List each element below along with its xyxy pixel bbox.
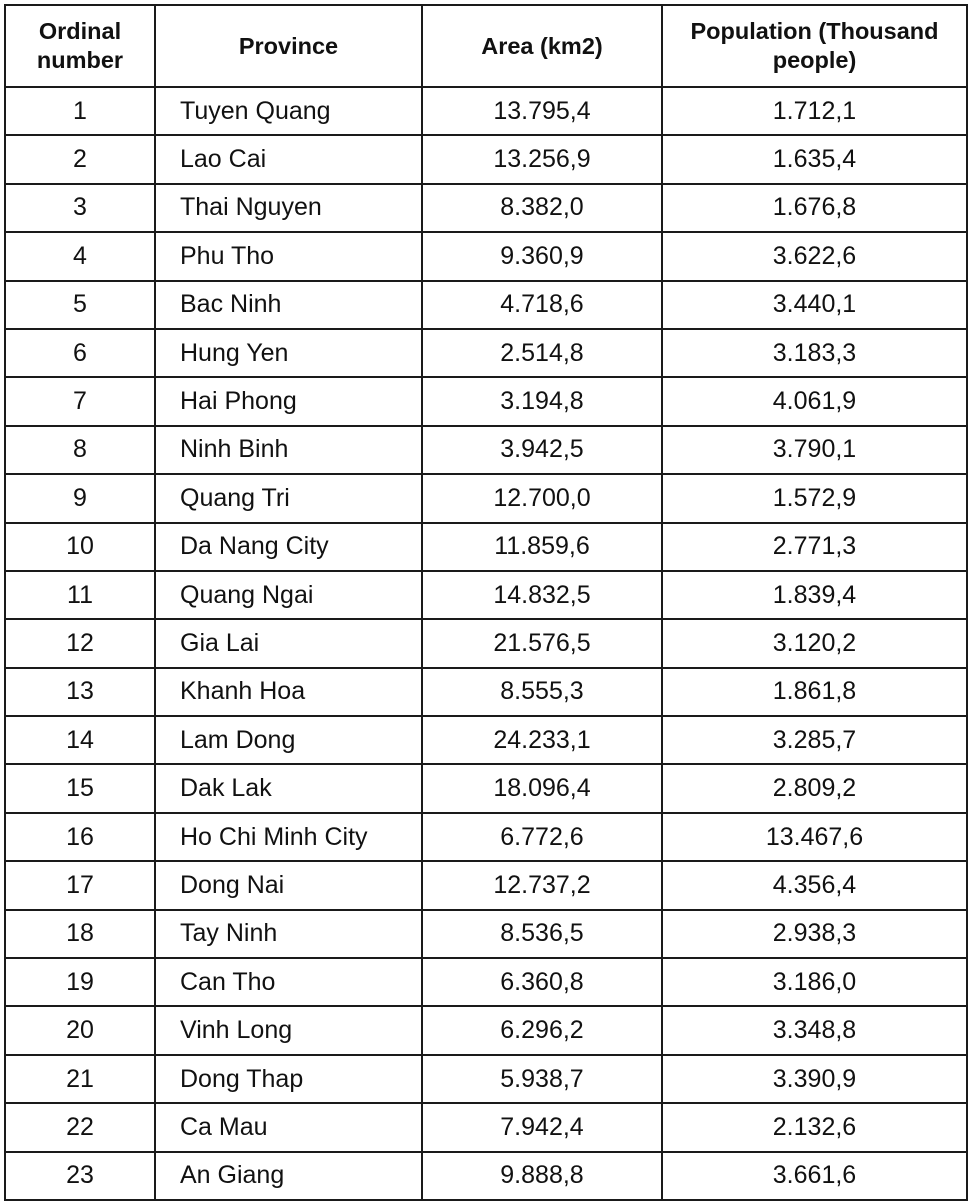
table-row (5, 1055, 967, 1103)
header-ordinal-line1: Ordinal (38, 18, 122, 44)
cell-province: Tay Ninh (155, 910, 422, 958)
cell-province: Da Nang City (155, 523, 422, 571)
cell-area: 12.700,0 (422, 474, 662, 522)
cell-population: 3.186,0 (662, 958, 967, 1006)
cell-population: 3.790,1 (662, 426, 967, 474)
cell-province: Dong Thap (155, 1055, 422, 1103)
cell-area: 12.737,2 (422, 861, 662, 909)
table-row (5, 232, 967, 280)
cell-area: 11.859,6 (422, 523, 662, 571)
cell-area: 3.942,5 (422, 426, 662, 474)
cell-population: 3.390,9 (662, 1055, 967, 1103)
header-ordinal-line2: number (36, 47, 124, 73)
cell-ordinal-number: 6 (5, 329, 155, 377)
table-row (5, 716, 967, 764)
cell-population: 1.712,1 (662, 87, 967, 135)
cell-province: Ca Mau (155, 1103, 422, 1151)
cell-ordinal-number: 15 (5, 764, 155, 812)
header-population-line1: Population (Thousand (690, 18, 939, 44)
header-ordinal-number (5, 5, 155, 87)
cell-province: Hung Yen (155, 329, 422, 377)
cell-population: 3.661,6 (662, 1152, 967, 1200)
cell-population: 3.120,2 (662, 619, 967, 667)
cell-ordinal-number: 3 (5, 184, 155, 232)
cell-population: 1.861,8 (662, 668, 967, 716)
cell-ordinal-number: 1 (5, 87, 155, 135)
cell-area: 2.514,8 (422, 329, 662, 377)
cell-ordinal-number: 12 (5, 619, 155, 667)
cell-population: 3.440,1 (662, 281, 967, 329)
table-row (5, 813, 967, 861)
cell-area: 18.096,4 (422, 764, 662, 812)
cell-area: 9.888,8 (422, 1152, 662, 1200)
cell-ordinal-number: 22 (5, 1103, 155, 1151)
cell-province: Khanh Hoa (155, 668, 422, 716)
cell-area: 4.718,6 (422, 281, 662, 329)
cell-population: 4.061,9 (662, 377, 967, 425)
cell-province: Ho Chi Minh City (155, 813, 422, 861)
cell-province: Tuyen Quang (155, 87, 422, 135)
cell-province: Vinh Long (155, 1006, 422, 1054)
table-row (5, 764, 967, 812)
header-row (5, 5, 967, 87)
cell-population: 2.809,2 (662, 764, 967, 812)
table-row (5, 474, 967, 522)
cell-population: 3.183,3 (662, 329, 967, 377)
cell-area: 6.360,8 (422, 958, 662, 1006)
cell-ordinal-number: 17 (5, 861, 155, 909)
cell-population: 3.348,8 (662, 1006, 967, 1054)
header-province (155, 5, 422, 87)
cell-population: 3.622,6 (662, 232, 967, 280)
cell-ordinal-number: 7 (5, 377, 155, 425)
cell-province: Hai Phong (155, 377, 422, 425)
cell-population: 2.938,3 (662, 910, 967, 958)
cell-province: Bac Ninh (155, 281, 422, 329)
cell-province: Quang Tri (155, 474, 422, 522)
cell-ordinal-number: 19 (5, 958, 155, 1006)
cell-area: 6.772,6 (422, 813, 662, 861)
cell-area: 8.382,0 (422, 184, 662, 232)
cell-population: 1.676,8 (662, 184, 967, 232)
cell-ordinal-number: 4 (5, 232, 155, 280)
table-row (5, 523, 967, 571)
cell-province: Dong Nai (155, 861, 422, 909)
cell-province: Thai Nguyen (155, 184, 422, 232)
header-population (662, 5, 967, 87)
cell-area: 3.194,8 (422, 377, 662, 425)
cell-province: Lao Cai (155, 135, 422, 183)
cell-province: Dak Lak (155, 764, 422, 812)
table-container (4, 4, 968, 1201)
cell-ordinal-number: 23 (5, 1152, 155, 1200)
cell-ordinal-number: 2 (5, 135, 155, 183)
cell-population: 4.356,4 (662, 861, 967, 909)
cell-population: 13.467,6 (662, 813, 967, 861)
cell-province: Ninh Binh (155, 426, 422, 474)
header-province-label: Province (238, 32, 339, 59)
cell-ordinal-number: 16 (5, 813, 155, 861)
province-table (4, 4, 968, 1201)
cell-area: 21.576,5 (422, 619, 662, 667)
table-row (5, 87, 967, 135)
header-area-label: Area (km2) (481, 32, 603, 59)
cell-population: 1.572,9 (662, 474, 967, 522)
header-area (422, 5, 662, 87)
cell-province: Can Tho (155, 958, 422, 1006)
cell-area: 8.555,3 (422, 668, 662, 716)
cell-population: 3.285,7 (662, 716, 967, 764)
table-row (5, 861, 967, 909)
table-row (5, 958, 967, 1006)
cell-area: 13.256,9 (422, 135, 662, 183)
table-row (5, 1152, 967, 1200)
cell-province: Lam Dong (155, 716, 422, 764)
cell-area: 8.536,5 (422, 910, 662, 958)
table-row (5, 377, 967, 425)
cell-province: Gia Lai (155, 619, 422, 667)
cell-population: 1.839,4 (662, 571, 967, 619)
table-row (5, 329, 967, 377)
cell-population: 2.771,3 (662, 523, 967, 571)
table-row (5, 1006, 967, 1054)
cell-area: 13.795,4 (422, 87, 662, 135)
cell-province: Phu Tho (155, 232, 422, 280)
table-row (5, 668, 967, 716)
cell-ordinal-number: 5 (5, 281, 155, 329)
table-header (5, 5, 967, 87)
cell-ordinal-number: 20 (5, 1006, 155, 1054)
cell-area: 24.233,1 (422, 716, 662, 764)
cell-ordinal-number: 14 (5, 716, 155, 764)
header-population-line2: people) (772, 47, 857, 73)
table-body (5, 87, 967, 1200)
cell-ordinal-number: 18 (5, 910, 155, 958)
table-row (5, 135, 967, 183)
cell-ordinal-number: 13 (5, 668, 155, 716)
cell-area: 9.360,9 (422, 232, 662, 280)
table-row (5, 184, 967, 232)
table-row (5, 281, 967, 329)
cell-population: 1.635,4 (662, 135, 967, 183)
cell-ordinal-number: 9 (5, 474, 155, 522)
cell-area: 5.938,7 (422, 1055, 662, 1103)
table-row (5, 619, 967, 667)
table-row (5, 571, 967, 619)
cell-population: 2.132,6 (662, 1103, 967, 1151)
cell-ordinal-number: 10 (5, 523, 155, 571)
cell-area: 7.942,4 (422, 1103, 662, 1151)
table-row (5, 426, 967, 474)
cell-province: Quang Ngai (155, 571, 422, 619)
cell-ordinal-number: 8 (5, 426, 155, 474)
cell-area: 14.832,5 (422, 571, 662, 619)
table-row (5, 910, 967, 958)
cell-area: 6.296,2 (422, 1006, 662, 1054)
table-row (5, 1103, 967, 1151)
cell-ordinal-number: 11 (5, 571, 155, 619)
cell-province: An Giang (155, 1152, 422, 1200)
cell-ordinal-number: 21 (5, 1055, 155, 1103)
